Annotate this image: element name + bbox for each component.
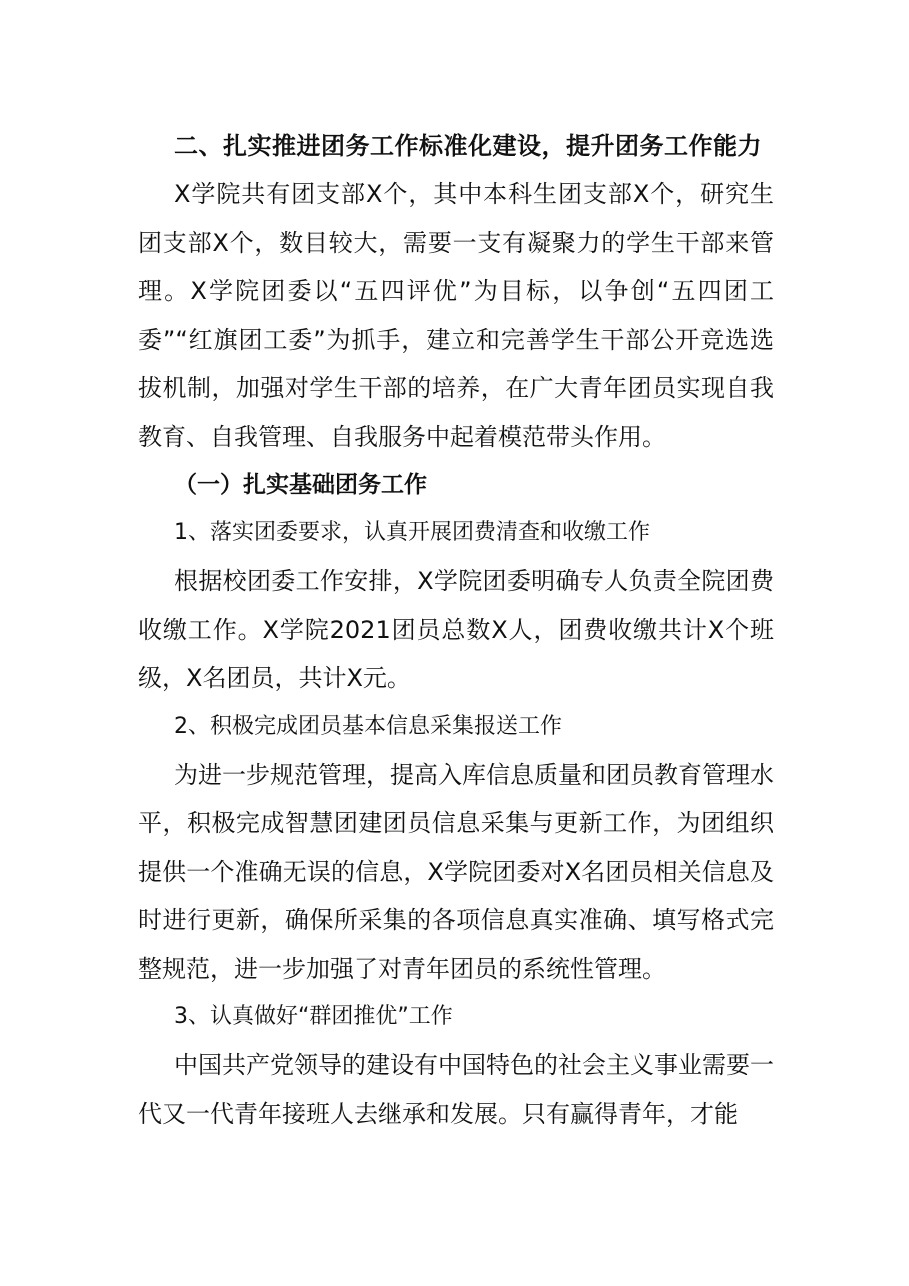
item-paragraph-1: 根据校团委工作安排，X学院团委明确专人负责全院团费收缴工作。X学院2021团员总数X人，团费收缴共计X个班级，X名团员，共计X元。 (138, 567, 774, 692)
item-heading-1: 1、落实团委要求，认真开展团费清查和收缴工作 (174, 520, 650, 545)
section-heading: 二、扎实推进团务工作标准化建设，提升团务工作能力 (174, 132, 762, 160)
subsection-heading: （一）扎实基础团务工作 (174, 472, 427, 498)
intro-paragraph: X学院共有团支部X个，其中本科生团支部X个，研究生团支部X个，数目较大，需要一支有凝聚力的学生干部来管理。X学院团委以“五四评优”为目标，以争创“五四团工委”“红旗团工委”为抓手，建立和完善学生干部公开竞选选拔机制，加强对学生干部的培养，在广大青年团员实现自我教育、自我管理、自我服务中起着模范带头作用。 (138, 180, 774, 451)
item-paragraph-3: 中国共产党领导的建设有中国特色的社会主义事业需要一代又一代青年接班人去继承和发展。只有赢得青年，才能 (138, 1051, 774, 1128)
item-paragraph-2: 为进一步规范管理，提高入库信息质量和团员教育管理水平，积极完成智慧团建团员信息采集与更新工作，为团组织提供一个准确无误的信息，X学院团委对X名团员相关信息及时进行更新，确保所采集的各项信息真实准确、填写格式完整规范，进一步加强了对青年团员的系统性管理。 (138, 760, 774, 983)
item-heading-3: 3、认真做好“群团推优”工作 (174, 1004, 453, 1029)
item-heading-2: 2、积极完成团员基本信息采集报送工作 (174, 713, 562, 739)
document-body (138, 122, 774, 1138)
